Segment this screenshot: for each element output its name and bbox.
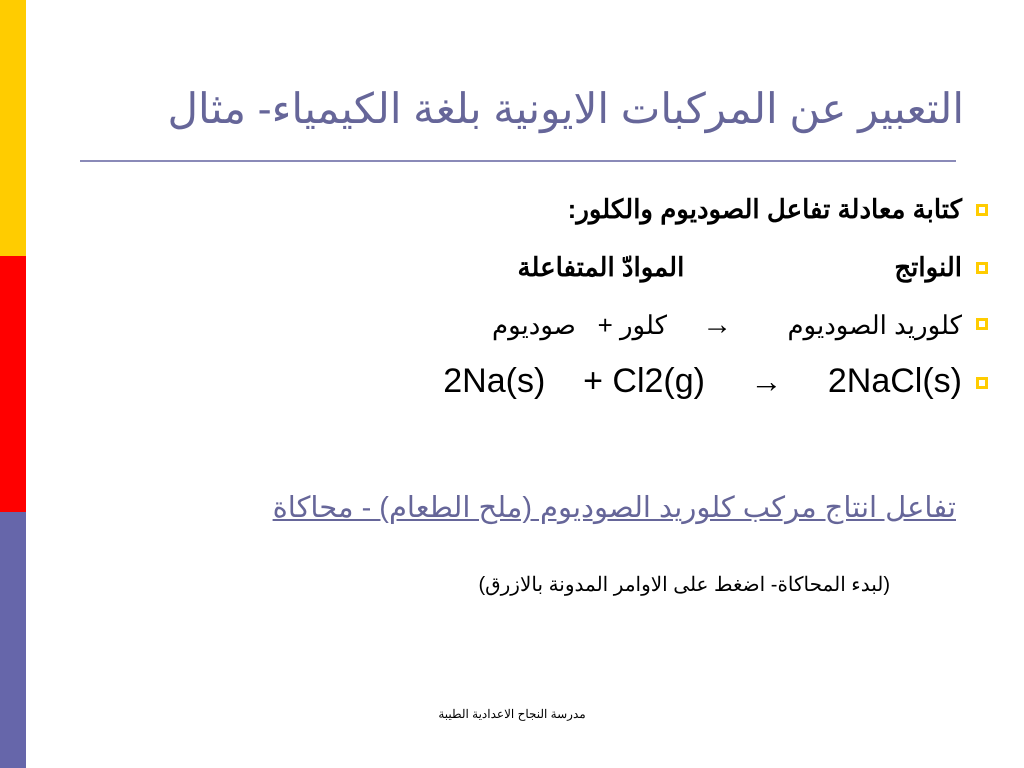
simulation-link[interactable]: تفاعل انتاج مركب كلوريد الصوديوم (ملح الطعام) - محاكاة [272,492,956,524]
square-bullet-icon [976,262,988,274]
formula-product: 2NaCl(s) [827,362,962,400]
square-bullet-icon [976,377,988,389]
square-bullet-icon [976,204,988,216]
slide-title: التعبير عن المركبات الايونية بلغة الكيمياء- مثال [167,85,964,132]
formula-plus: + [583,362,603,400]
bullet-labels [518,252,962,283]
word-plus: + [597,310,613,340]
bullet-word-equation [492,308,962,342]
sidebar-red-segment [0,256,26,512]
reactants-label: الموادّ المتفاعلة [517,252,685,282]
products-label: النواتج [894,252,962,282]
sidebar-blue-segment [0,512,26,768]
arrow-icon: → [750,363,783,399]
word-product: كلوريد الصوديوم [787,310,962,340]
formula-chlorine: Cl2(g) [612,362,705,400]
word-chlorine: كلور [619,310,667,340]
title-divider [80,160,956,162]
square-bullet-icon [976,318,988,330]
simulation-hint: (لبدء المحاكاة- اضغط على الاوامر المدونة بالازرق) [478,574,890,596]
word-sodium: صوديوم [492,310,576,340]
footer-school-name: مدرسة النجاح الاعدادية الطيبة [438,707,586,721]
bullet-equation-intro [568,194,962,225]
arrow-icon: → [702,308,733,341]
sidebar-yellow-segment [0,0,26,256]
equation-intro-text: كتابة معادلة تفاعل الصوديوم والكلور: [567,194,962,224]
formula-sodium: 2Na(s) [443,362,546,400]
bullet-formula-equation [443,362,962,401]
